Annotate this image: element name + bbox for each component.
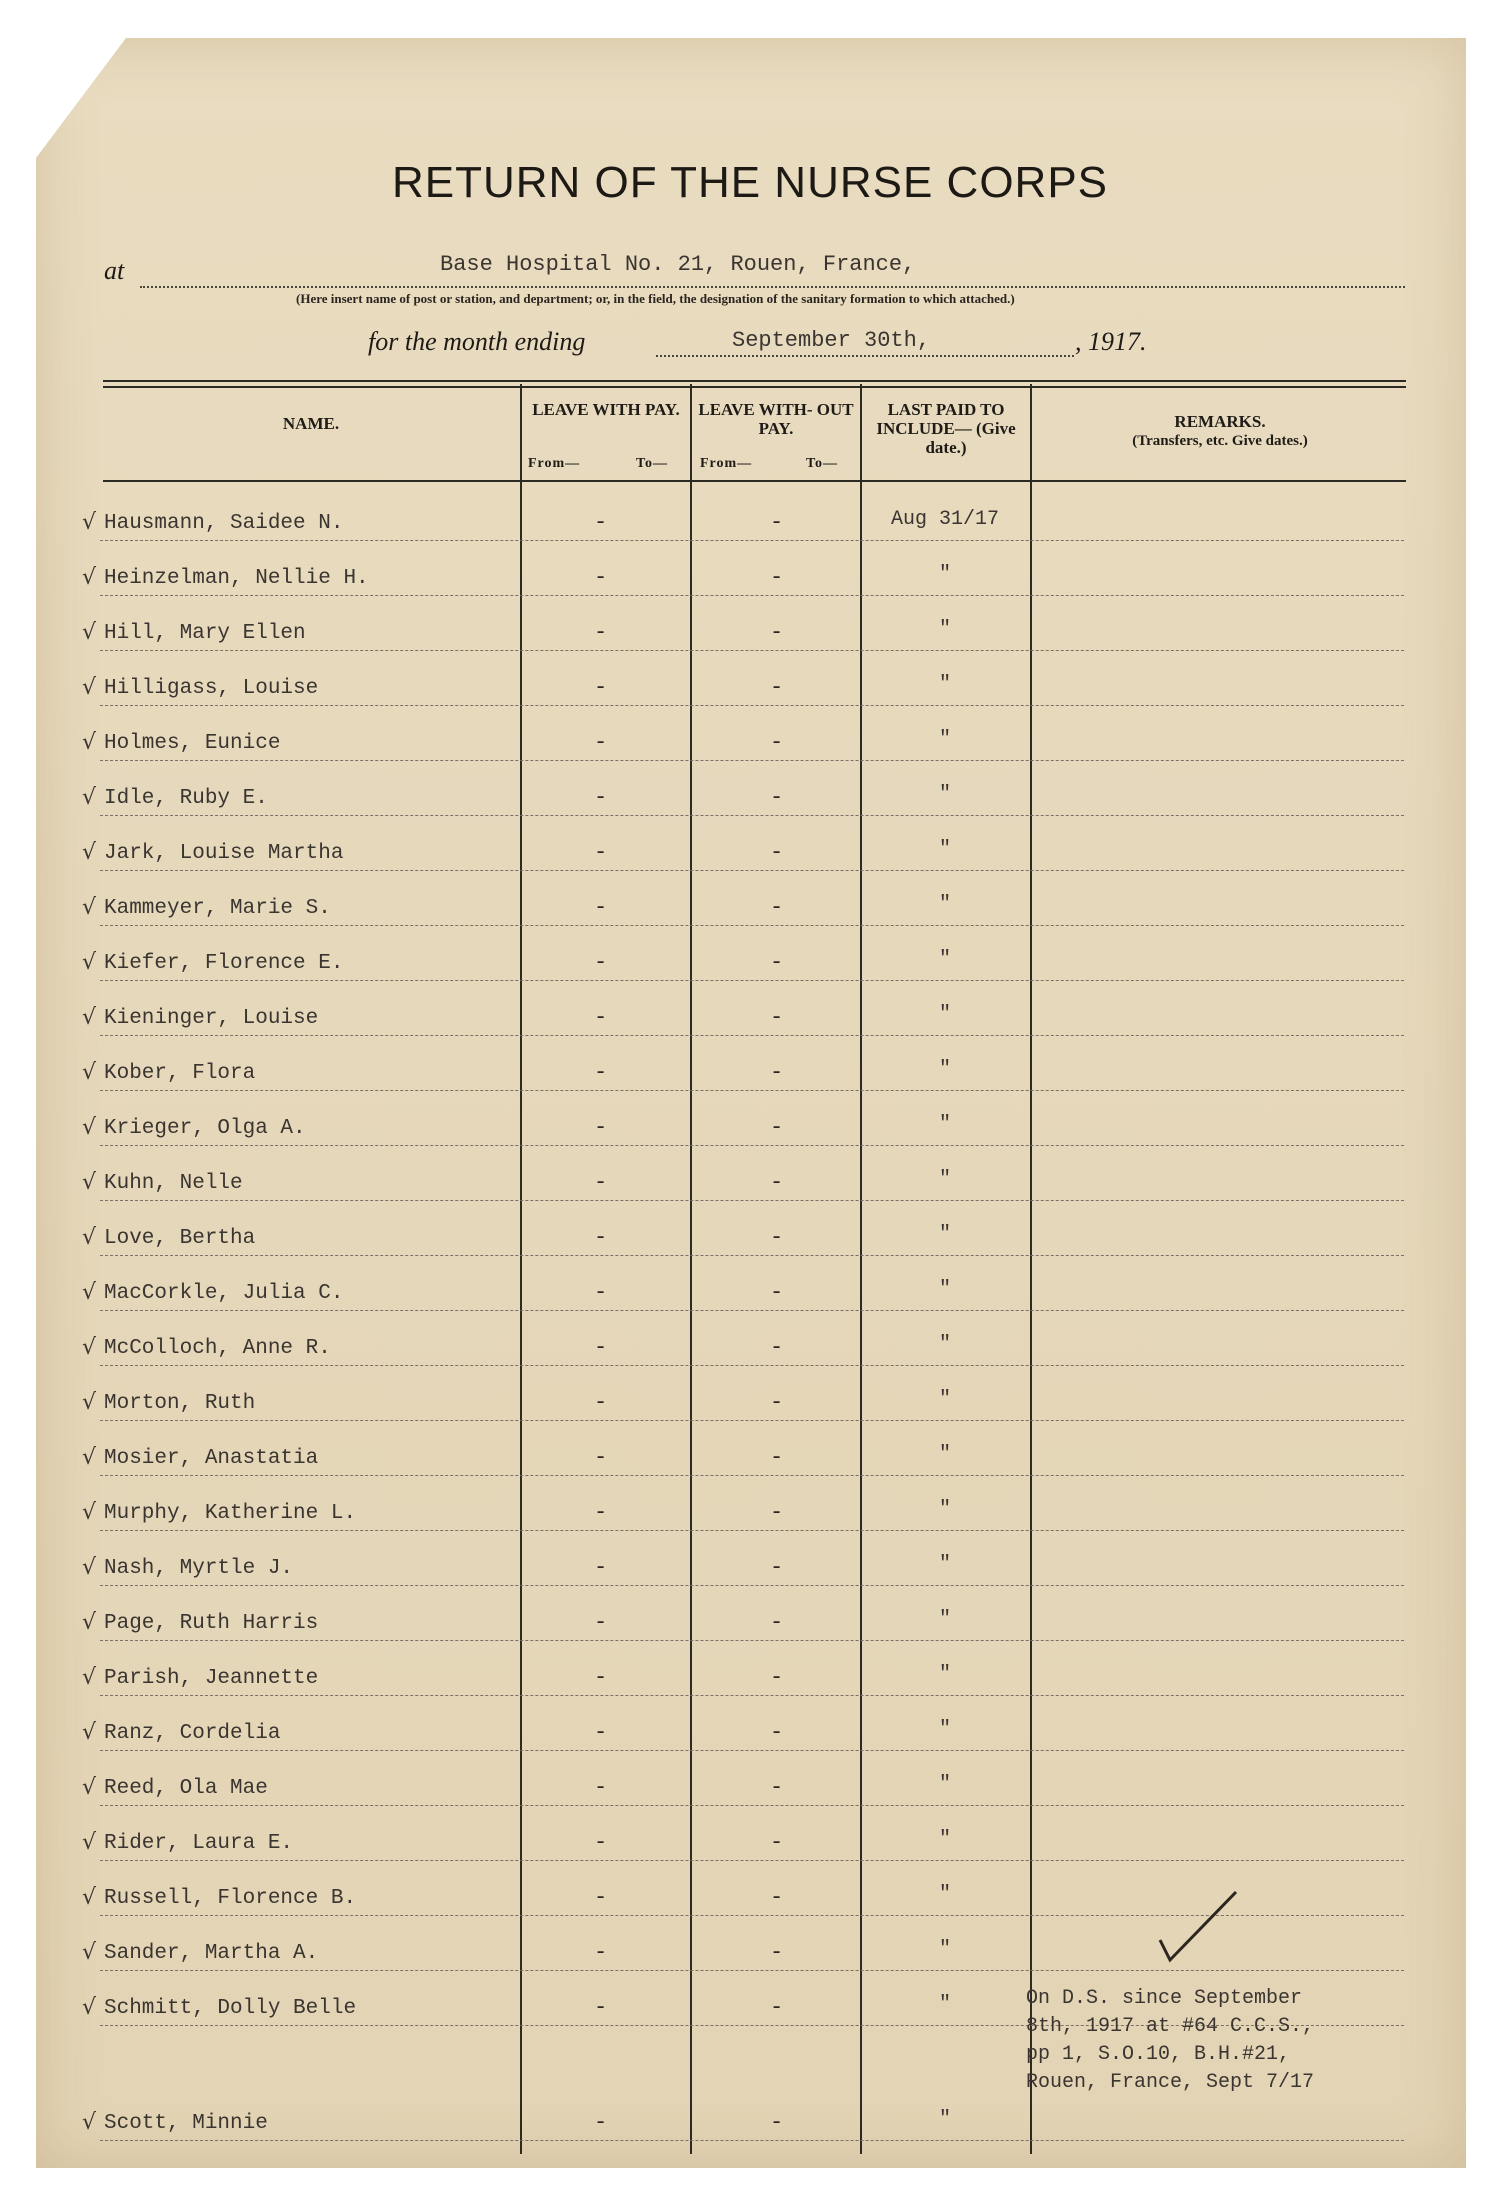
remark-line-4: Rouen, France, Sept 7/17 xyxy=(1026,2071,1315,2094)
month-underline xyxy=(656,355,1074,357)
leave-with-pay-value: - xyxy=(594,1995,608,2020)
leave-without-pay-value: - xyxy=(770,565,784,590)
leave-without-pay-value: - xyxy=(770,1170,784,1195)
last-paid-value: " xyxy=(938,1443,951,1466)
pay-to-label: To— xyxy=(636,456,669,471)
last-paid-value: " xyxy=(938,893,951,916)
leave-without-pay-value: - xyxy=(770,1445,784,1470)
nurse-name: Morton, Ruth xyxy=(104,1392,256,1415)
last-paid-value: " xyxy=(938,1938,951,1961)
leave-without-pay-value: - xyxy=(770,785,784,810)
header-rule-bottom xyxy=(103,480,1406,482)
nopay-to-label: To— xyxy=(806,456,839,471)
row-rule xyxy=(100,1970,1404,1971)
nurse-name: Mosier, Anastatia xyxy=(104,1447,319,1470)
leave-with-pay-value: - xyxy=(594,1225,608,1250)
check-mark: √ xyxy=(82,2110,97,2135)
nurse-name: Page, Ruth Harris xyxy=(104,1612,319,1635)
leave-without-pay-value: - xyxy=(770,1885,784,1910)
leave-without-pay-value: - xyxy=(770,1005,784,1030)
leave-with-pay-value: - xyxy=(594,1665,608,1690)
leave-with-pay-value: - xyxy=(594,1940,608,1965)
station-underline xyxy=(140,286,1405,288)
nurse-name: Idle, Ruby E. xyxy=(104,787,268,810)
leave-without-pay-value: - xyxy=(770,1665,784,1690)
last-paid-value: " xyxy=(938,1278,951,1301)
leave-with-pay-value: - xyxy=(594,675,608,700)
row-rule xyxy=(100,650,1404,651)
leave-without-pay-value: - xyxy=(770,950,784,975)
last-paid-value: " xyxy=(938,1168,951,1191)
nurse-name: Holmes, Eunice xyxy=(104,732,281,755)
leave-with-pay-value: - xyxy=(594,1280,608,1305)
nurse-name: Krieger, Olga A. xyxy=(104,1117,306,1140)
leave-with-pay-value: - xyxy=(594,1775,608,1800)
check-mark: √ xyxy=(82,1610,97,1635)
header-rule-top xyxy=(103,380,1406,382)
header-last-paid: LAST PAID TO INCLUDE— (Give date.) xyxy=(876,400,1016,457)
nurse-name: Russell, Florence B. xyxy=(104,1887,357,1910)
last-paid-value: " xyxy=(938,1608,951,1631)
last-paid-value: Aug 31/17 xyxy=(890,508,1000,531)
leave-without-pay-value: - xyxy=(770,1940,784,1965)
leave-without-pay-value: - xyxy=(770,895,784,920)
header-leave-with-pay: LEAVE WITH PAY. xyxy=(532,400,680,419)
row-rule xyxy=(100,1145,1404,1146)
nurse-name: Heinzelman, Nellie H. xyxy=(104,567,369,590)
month-value: September 30th, xyxy=(732,328,931,353)
leave-without-pay-value: - xyxy=(770,620,784,645)
leave-without-pay-value: - xyxy=(770,1390,784,1415)
last-paid-value: " xyxy=(938,1828,951,1851)
leave-without-pay-value: - xyxy=(770,1995,784,2020)
check-mark: √ xyxy=(82,1335,97,1360)
header-rule-top-2 xyxy=(103,386,1406,388)
nurse-name: Murphy, Katherine L. xyxy=(104,1502,357,1525)
nurse-name: Hill, Mary Ellen xyxy=(104,622,306,645)
station-hint: (Here insert name of post or station, and department; or, in the field, the designation of the sanitary formation to which attached.) xyxy=(296,291,1015,306)
check-mark: √ xyxy=(82,1720,97,1745)
leave-with-pay-value: - xyxy=(594,1720,608,1745)
row-rule xyxy=(100,925,1404,926)
leave-without-pay-value: - xyxy=(770,1830,784,1855)
last-paid-value: " xyxy=(938,783,951,806)
check-mark: √ xyxy=(82,1445,97,1470)
leave-without-pay-value: - xyxy=(770,510,784,535)
row-rule xyxy=(100,595,1404,596)
leave-without-pay-value: - xyxy=(770,1775,784,1800)
station-value: Base Hospital No. 21, Rouen, France, xyxy=(440,252,916,277)
leave-without-pay-value: - xyxy=(770,730,784,755)
row-rule xyxy=(100,1310,1404,1311)
leave-without-pay-value: - xyxy=(770,2110,784,2135)
nurse-name: Scott, Minnie xyxy=(104,2112,268,2135)
last-paid-value: " xyxy=(938,1388,951,1411)
row-rule xyxy=(100,870,1404,871)
last-paid-value: " xyxy=(938,1333,951,1356)
last-paid-value: " xyxy=(938,1718,951,1741)
check-mark: √ xyxy=(82,1170,97,1195)
nurse-name: Kober, Flora xyxy=(104,1062,256,1085)
nopay-from-label: From— xyxy=(700,456,753,471)
check-mark: √ xyxy=(82,1500,97,1525)
remark-line-1: On D.S. since September xyxy=(1026,1987,1303,2010)
leave-with-pay-value: - xyxy=(594,1610,608,1635)
last-paid-value: " xyxy=(938,838,951,861)
row-rule xyxy=(100,980,1404,981)
folded-corner xyxy=(36,38,126,158)
check-mark: √ xyxy=(82,565,97,590)
approval-check-mark xyxy=(1158,1888,1238,1968)
row-rule xyxy=(100,1090,1404,1091)
check-mark: √ xyxy=(82,1005,97,1030)
leave-with-pay-value: - xyxy=(594,565,608,590)
leave-without-pay-value: - xyxy=(770,840,784,865)
row-rule xyxy=(100,815,1404,816)
row-rule xyxy=(100,1035,1404,1036)
leave-with-pay-value: - xyxy=(594,1115,608,1140)
check-mark: √ xyxy=(82,1060,97,1085)
check-mark: √ xyxy=(82,1555,97,1580)
check-mark: √ xyxy=(82,1830,97,1855)
nurse-name: Parish, Jeannette xyxy=(104,1667,319,1690)
nurse-name: Schmitt, Dolly Belle xyxy=(104,1997,357,2020)
check-mark: √ xyxy=(82,1885,97,1910)
month-label: for the month ending xyxy=(368,327,586,356)
row-rule xyxy=(100,1255,1404,1256)
leave-with-pay-value: - xyxy=(594,840,608,865)
check-mark: √ xyxy=(82,675,97,700)
row-rule xyxy=(100,1860,1404,1861)
leave-with-pay-value: - xyxy=(594,620,608,645)
check-mark: √ xyxy=(82,1225,97,1250)
leave-with-pay-value: - xyxy=(594,1170,608,1195)
remark-line-2: 8th, 1917 at #64 C.C.S., xyxy=(1026,2015,1315,2038)
check-mark: √ xyxy=(82,785,97,810)
last-paid-value: " xyxy=(938,1553,951,1576)
last-paid-value: " xyxy=(938,1773,951,1796)
row-rule xyxy=(100,705,1404,706)
leave-with-pay-value: - xyxy=(594,1390,608,1415)
leave-with-pay-value: - xyxy=(594,1555,608,1580)
row-rule xyxy=(100,1695,1404,1696)
year-value: , 1917. xyxy=(1075,327,1147,356)
leave-without-pay-value: - xyxy=(770,1225,784,1250)
pay-from-label: From— xyxy=(528,456,581,471)
at-label: at xyxy=(104,256,125,285)
leave-without-pay-value: - xyxy=(770,1720,784,1745)
check-mark: √ xyxy=(82,1775,97,1800)
leave-with-pay-value: - xyxy=(594,1005,608,1030)
check-mark: √ xyxy=(82,840,97,865)
row-rule xyxy=(100,2140,1404,2141)
nurse-name: Reed, Ola Mae xyxy=(104,1777,268,1800)
leave-with-pay-value: - xyxy=(594,510,608,535)
nurse-name: Love, Bertha xyxy=(104,1227,256,1250)
check-mark: √ xyxy=(82,1995,97,2020)
leave-with-pay-value: - xyxy=(594,1060,608,1085)
last-paid-value: " xyxy=(938,1058,951,1081)
nurse-name: Jark, Louise Martha xyxy=(104,842,344,865)
check-mark: √ xyxy=(82,730,97,755)
last-paid-value: " xyxy=(938,948,951,971)
row-rule xyxy=(100,1805,1404,1806)
check-mark: √ xyxy=(82,895,97,920)
last-paid-value: " xyxy=(938,1113,951,1136)
last-paid-value: " xyxy=(938,1883,951,1906)
last-paid-value: " xyxy=(938,618,951,641)
check-mark: √ xyxy=(82,1940,97,1965)
check-mark: √ xyxy=(82,1115,97,1140)
header-leave-without-pay: LEAVE WITH- OUT PAY. xyxy=(698,400,854,438)
leave-with-pay-value: - xyxy=(594,895,608,920)
leave-without-pay-value: - xyxy=(770,1335,784,1360)
check-mark: √ xyxy=(82,1665,97,1690)
row-rule xyxy=(100,1200,1404,1201)
check-mark: √ xyxy=(82,1280,97,1305)
leave-without-pay-value: - xyxy=(770,675,784,700)
leave-with-pay-value: - xyxy=(594,950,608,975)
check-mark: √ xyxy=(82,950,97,975)
header-name: NAME. xyxy=(282,414,340,433)
row-rule xyxy=(100,1365,1404,1366)
row-rule xyxy=(100,1475,1404,1476)
header-remarks: REMARKS. xyxy=(1174,412,1266,431)
nurse-name: Sander, Martha A. xyxy=(104,1942,319,1965)
nurse-name: Kuhn, Nelle xyxy=(104,1172,243,1195)
check-mark: √ xyxy=(82,510,97,535)
nurse-name: Kammeyer, Marie S. xyxy=(104,897,331,920)
nurse-name: McColloch, Anne R. xyxy=(104,1337,331,1360)
nurse-name: Ranz, Cordelia xyxy=(104,1722,281,1745)
last-paid-value: " xyxy=(938,2108,951,2131)
nurse-name: Rider, Laura E. xyxy=(104,1832,294,1855)
last-paid-value: " xyxy=(938,673,951,696)
last-paid-value: " xyxy=(938,1223,951,1246)
header-remarks-hint: (Transfers, etc. Give dates.) xyxy=(1132,433,1308,449)
check-mark: √ xyxy=(82,1390,97,1415)
leave-with-pay-value: - xyxy=(594,1500,608,1525)
leave-with-pay-value: - xyxy=(594,1885,608,1910)
row-rule xyxy=(100,1420,1404,1421)
form-title: RETURN OF THE NURSE CORPS xyxy=(391,158,1109,207)
leave-without-pay-value: - xyxy=(770,1610,784,1635)
check-mark: √ xyxy=(82,620,97,645)
leave-with-pay-value: - xyxy=(594,1830,608,1855)
last-paid-value: " xyxy=(938,1663,951,1686)
leave-with-pay-value: - xyxy=(594,1335,608,1360)
row-rule xyxy=(100,540,1404,541)
last-paid-value: " xyxy=(938,563,951,586)
leave-without-pay-value: - xyxy=(770,1500,784,1525)
nurse-name: Hilligass, Louise xyxy=(104,677,319,700)
last-paid-value: " xyxy=(938,1003,951,1026)
leave-with-pay-value: - xyxy=(594,730,608,755)
remark-line-3: pp 1, S.O.10, B.H.#21, xyxy=(1026,2043,1291,2066)
leave-with-pay-value: - xyxy=(594,1445,608,1470)
leave-without-pay-value: - xyxy=(770,1115,784,1140)
row-rule xyxy=(100,1640,1404,1641)
leave-with-pay-value: - xyxy=(594,785,608,810)
row-rule xyxy=(100,760,1404,761)
last-paid-value: " xyxy=(938,1993,951,2016)
row-rule xyxy=(100,1585,1404,1586)
nurse-name: Nash, Myrtle J. xyxy=(104,1557,294,1580)
leave-without-pay-value: - xyxy=(770,1060,784,1085)
last-paid-value: " xyxy=(938,728,951,751)
leave-without-pay-value: - xyxy=(770,1555,784,1580)
row-rule xyxy=(100,1750,1404,1751)
nurse-name: Hausmann, Saidee N. xyxy=(104,512,344,535)
nurse-name: Kieninger, Louise xyxy=(104,1007,319,1030)
nurse-name: MacCorkle, Julia C. xyxy=(104,1282,344,1305)
leave-with-pay-value: - xyxy=(594,2110,608,2135)
row-rule xyxy=(100,1530,1404,1531)
leave-without-pay-value: - xyxy=(770,1280,784,1305)
last-paid-value: " xyxy=(938,1498,951,1521)
nurse-name: Kiefer, Florence E. xyxy=(104,952,344,975)
